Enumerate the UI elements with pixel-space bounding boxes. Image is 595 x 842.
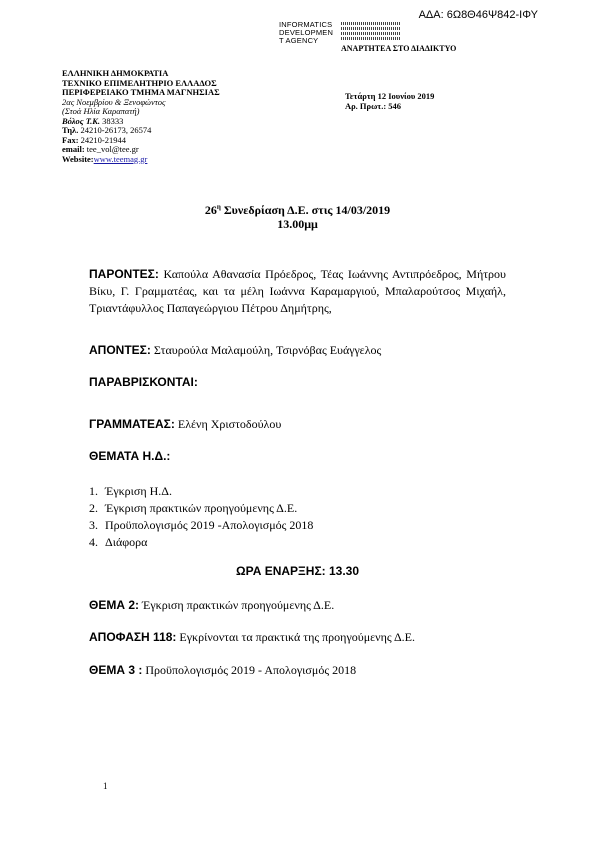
topics-list [89, 483, 313, 551]
decision-section [89, 629, 506, 646]
present-label: ΠΑΡΟΝΤΕΣ: [89, 267, 159, 281]
city-value: 38333 [102, 115, 124, 126]
tel-value: 24210-26173, 26574 [80, 125, 152, 135]
letterhead [62, 69, 220, 164]
website-label: Website: [62, 153, 94, 164]
decision-label: ΑΠΟΦΑΣΗ 118: [89, 630, 177, 644]
city-label: Βόλος Τ.Κ. [62, 115, 101, 126]
letterhead-line: ΠΕΡΙΦΕΡΕΙΑΚΟ ΤΜΗΜΑ ΜΑΓΝΗΣΙΑΣ [62, 87, 220, 97]
list-item [89, 517, 313, 534]
tel-label: Τηλ. [62, 125, 79, 135]
theme3-section [89, 662, 506, 679]
di-logo [279, 21, 333, 45]
email-value: tee_vol@tee.gr [86, 144, 139, 154]
absent-label: ΑΠΟΝΤΕΣ: [89, 343, 151, 357]
theme2-text: Έγκριση πρακτικών προηγούμενης Δ.Ε. [139, 598, 335, 612]
protocol-number: Αρ. Πρωτ.: 546 [345, 101, 402, 111]
page-number: 1 [103, 781, 108, 791]
absent-section [89, 342, 506, 359]
address-line: 2ας Νοεμβρίου & Ξενοφώντος [62, 96, 166, 107]
date-block [345, 91, 434, 111]
secretary-label: ΓΡΑΜΜΑΤΕΑΣ: [89, 417, 175, 431]
absent-text: Σταυρούλα Μαλαμούλη, Τσιρνόβας Ευάγγελος [153, 343, 382, 357]
attending-label: ΠΑΡΑΒΡΙΣΚΟΝΤΑΙ: [89, 375, 198, 389]
address-line: (Στοά Ηλία Καραπατή) [62, 106, 140, 116]
fax-value: 24210-21944 [80, 134, 126, 145]
ada-code: ΑΔΑ: 6Ω8Θ46Ψ842-ΙΦΥ [418, 9, 538, 21]
di-logo-line: DEVELOPMEN [279, 28, 334, 37]
di-stamp [279, 20, 457, 53]
meeting-title [0, 200, 595, 231]
session-text: Συνεδρίαση Δ.Ε. στις 14/03/2019 [220, 203, 391, 217]
theme3-text: Προϋπολογισμός 2019 - Απολογισμός 2018 [142, 663, 357, 677]
topics-label: ΘΕΜΑΤΑ Η.Δ.: [89, 449, 171, 463]
theme3-label: ΘΕΜΑ 3 : [89, 663, 143, 677]
list-item-text: Διάφορα [105, 535, 148, 549]
list-item-number: 4. [89, 535, 98, 549]
attending-section [89, 374, 506, 391]
fax-label: Fax: [62, 134, 79, 145]
list-item-number: 1. [89, 484, 98, 498]
letterhead-line: ΕΛΛΗΝΙΚΗ ΔΗΜΟΚΡΑΤΙΑ [62, 68, 169, 78]
present-text: Καπούλα Αθανασία Πρόεδρος, Τέας Ιωάννης Αντιπρόεδρος, Μήτρου Βίκυ, Γ. Γραμματέας, και τα μέλη Ιωάννα Καραμαργιού, Μπαλαρούτσος Μιχαήλ, Τριαντάφυλλος Παπαγεώργιου Πέτρου Δημήτρης, [89, 267, 506, 315]
session-ordinal: η [216, 203, 221, 211]
session-number: 26 [204, 203, 217, 217]
secretary-text: Ελένη Χριστοδούλου [177, 417, 282, 431]
secretary-section [89, 416, 506, 433]
list-item-number: 3. [89, 518, 98, 532]
list-item-number: 2. [89, 501, 98, 515]
di-logo-line: T AGENCY [279, 36, 319, 45]
list-item [89, 534, 313, 551]
email-label: email: [62, 144, 85, 154]
list-item-text: Έγκριση πρακτικών προηγούμενης Δ.Ε. [105, 501, 298, 515]
theme2-label: ΘΕΜΑ 2: [89, 598, 140, 612]
start-time: ΩΡΑ ΕΝΑΡΞΗΣ: 13.30 [235, 564, 360, 578]
website-line [62, 155, 220, 165]
letterhead-line: ΤΕΧΝΙΚΟ ΕΠΙΜΕΛΗΤΗΡΙΟ ΕΛΛΑΔΟΣ [62, 77, 217, 88]
list-item [89, 500, 313, 517]
website-link[interactable]: www.teemag.gr [93, 153, 148, 164]
decision-text: Εγκρίνονται τα πρακτικά της προηγούμενης Δ.Ε. [176, 630, 416, 644]
list-item-text: Έγκριση Η.Δ. [105, 484, 173, 498]
di-logo-line: INFORMATICS [279, 20, 333, 29]
list-item [89, 483, 313, 500]
theme2-section [89, 597, 506, 614]
document-date: Τετάρτη 12 Ιουνίου 2019 [345, 91, 435, 101]
di-caption: ΑΝΑΡΤΗΤΕΑ ΣΤΟ ΔΙΑΔΙΚΤΥΟ [341, 44, 457, 53]
list-item-text: Προϋπολογισμός 2019 -Απολογισμός 2018 [105, 518, 314, 532]
topics-section [89, 448, 506, 465]
present-section [89, 266, 506, 317]
meeting-time: 13.00μμ [277, 217, 318, 231]
di-fine-print [341, 22, 401, 42]
